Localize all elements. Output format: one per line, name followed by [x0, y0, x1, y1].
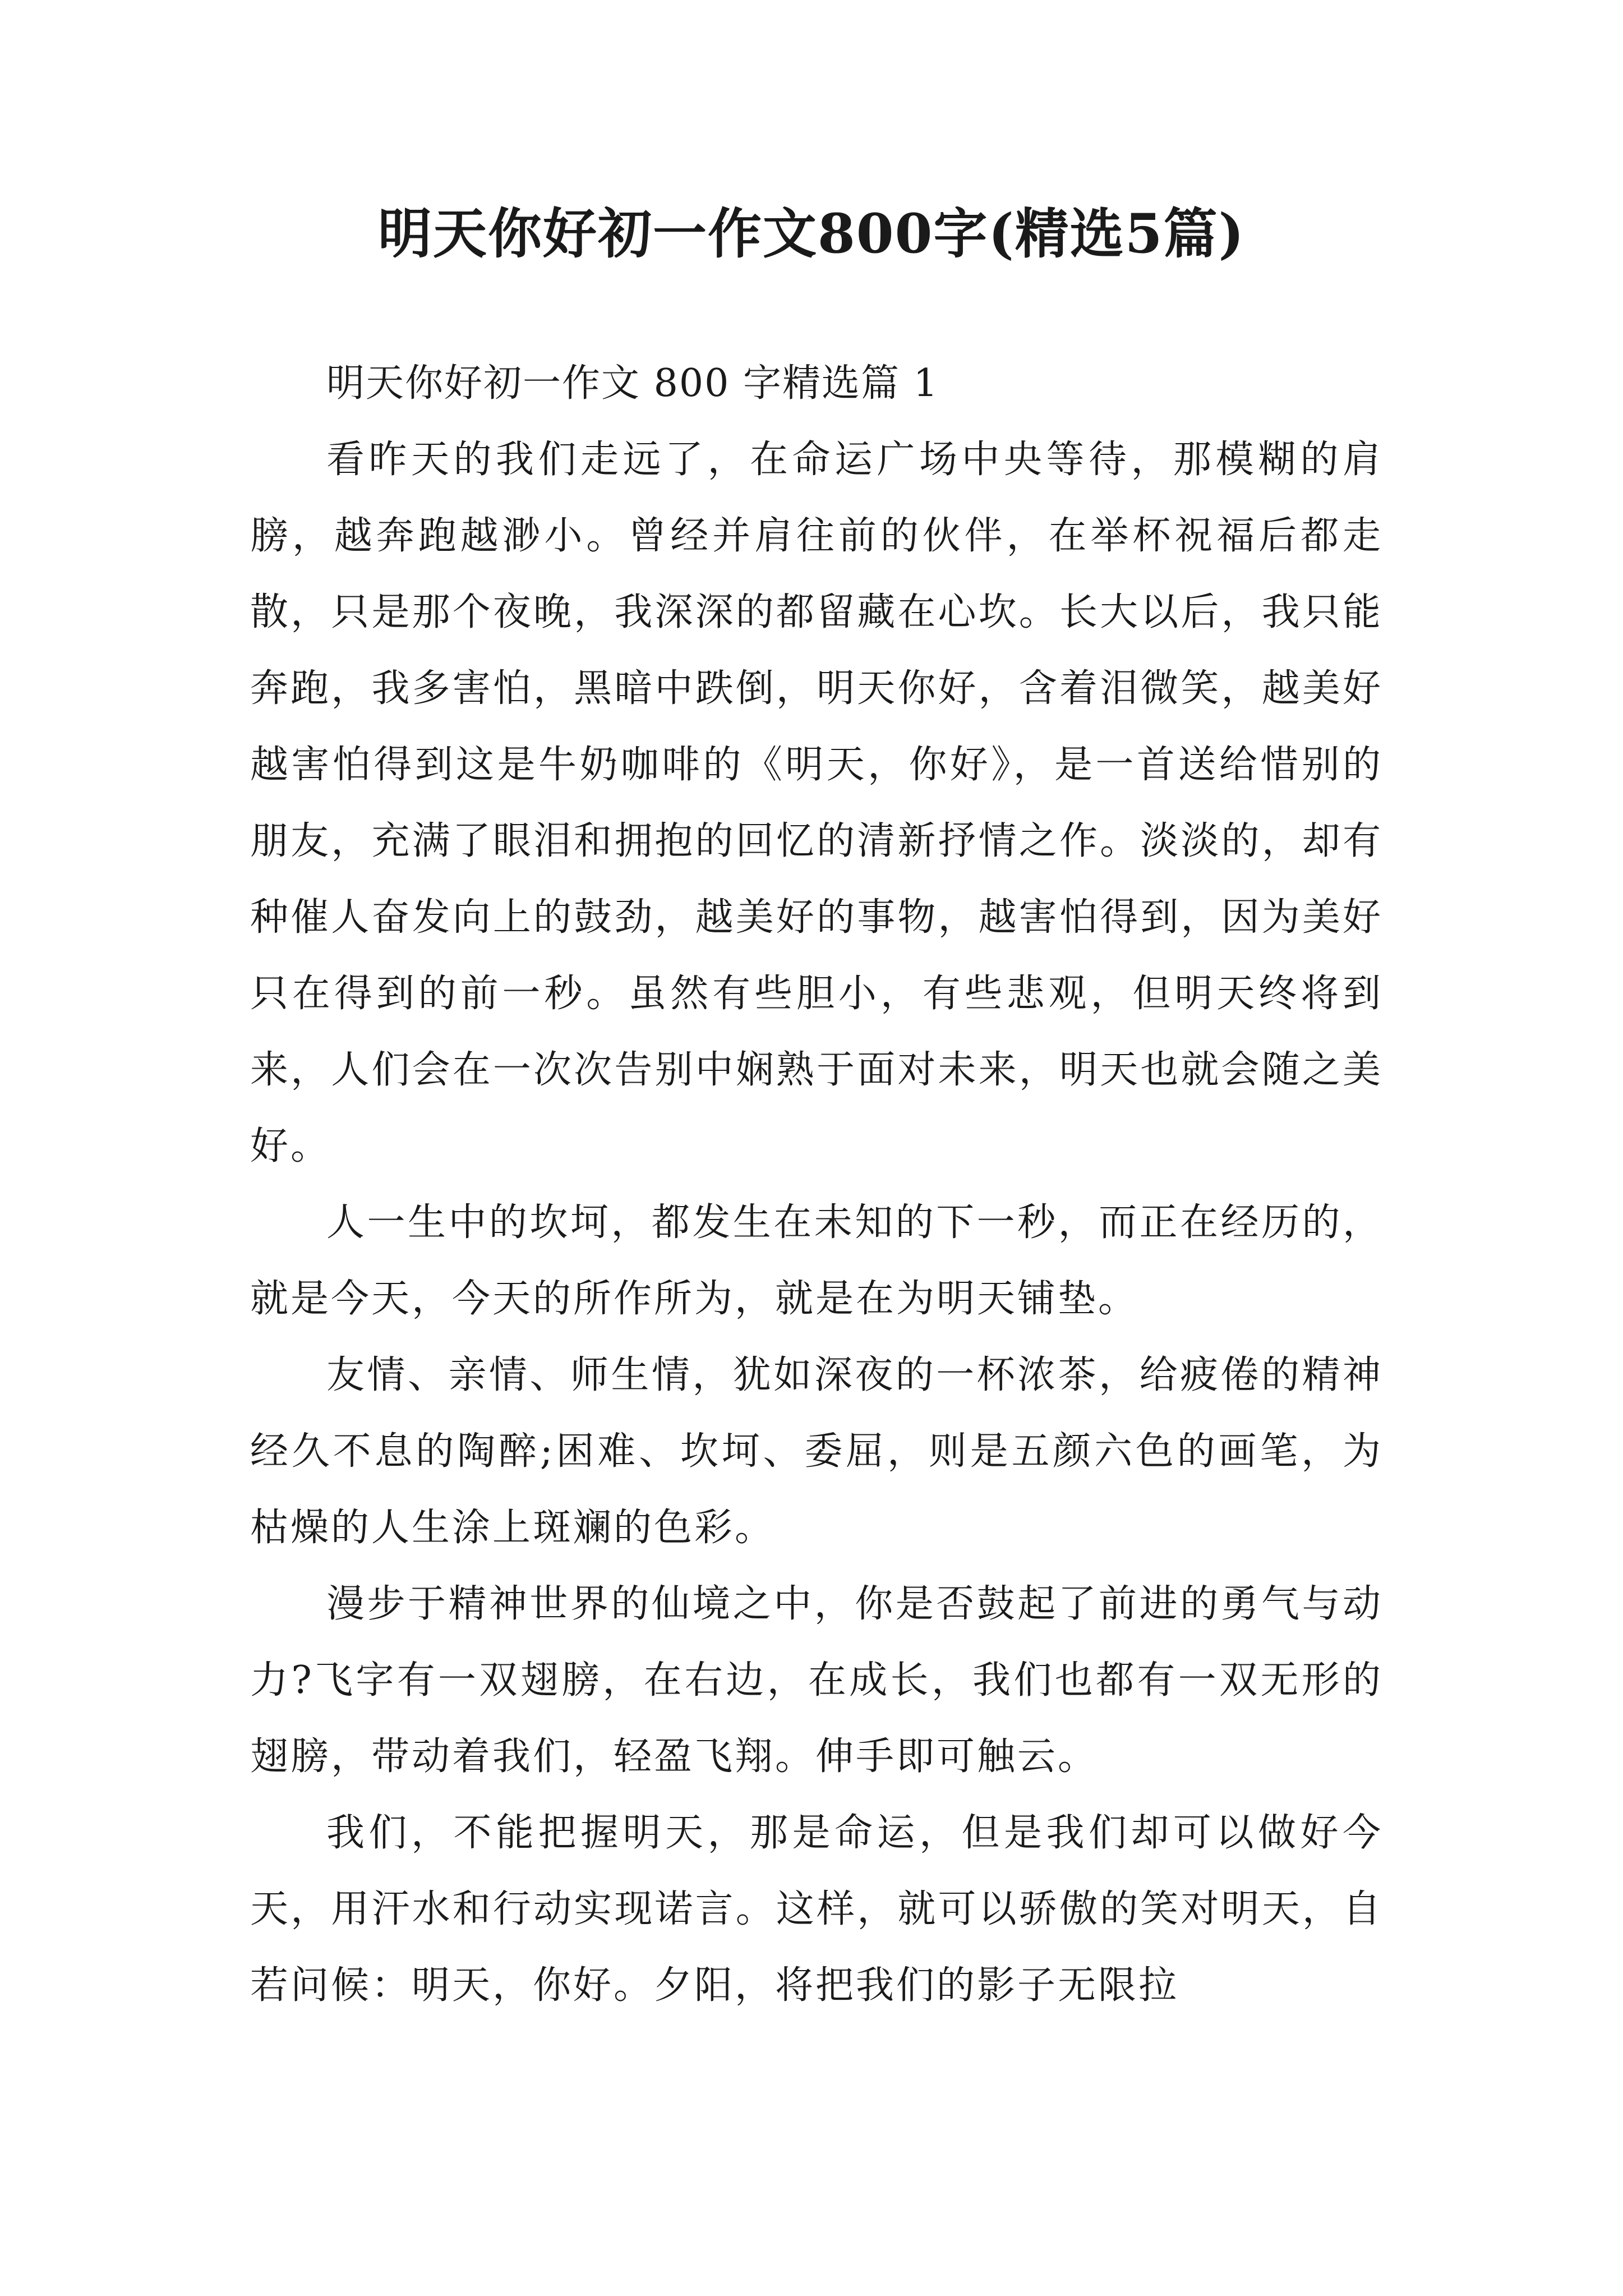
document-title: 明天你好初一作文800字(精选5篇) [377, 202, 1246, 265]
paragraph: 我们，不能把握明天，那是命运，但是我们却可以做好今天，用汗水和行动实现诺言。这样，就可以骄傲的笑对明天，自若问候：明天，你好。夕阳，将把我们的影子无限拉 [250, 1811, 1383, 2008]
paragraph: 友情、亲情、师生情，犹如深夜的一杯浓茶，给疲倦的精神经久不息的陶醉;困难、坎坷、委屈，则是五颜六色的画笔，为枯燥的人生涂上斑斓的色彩。 [250, 1353, 1383, 1550]
paragraph: 人一生中的坎坷，都发生在未知的下一秒，而正在经历的，就是今天，今天的所作所为，就是在为明天铺垫。 [250, 1200, 1383, 1321]
section-heading: 明天你好初一作文 800 字精选篇 1 [326, 361, 939, 406]
paragraph: 看昨天的我们走远了，在命运广场中央等待，那模糊的肩膀，越奔跑越渺小。曾经并肩往前的伙伴，在举杯祝福后都走散，只是那个夜晚，我深深的都留藏在心坎。长大以后，我只能奔跑，我多害怕，黑暗中跌倒，明天你好，含着泪微笑，越美好越害怕得到这是牛奶咖啡的《明天，你好》，是一首送给惜别的朋友，充满了眼泪和拥抱的回忆的清新抒情之作。淡淡的，却有种催人奋发向上的鼓劲，越美好的事物，越害怕得到，因为美好只在得到的前一秒。虽然有些胆小，有些悲观，但明天终将到来，人们会在一次次告别中娴熟于面对未来，明天也就会随之美好。 [250, 438, 1383, 1168]
paragraph: 漫步于精神世界的仙境之中，你是否鼓起了前进的勇气与动力?飞字有一双翅膀，在右边，在成长，我们也都有一双无形的翅膀，带动着我们，轻盈飞翔。伸手即可触云。 [250, 1582, 1383, 1779]
document-body [250, 346, 1383, 2024]
